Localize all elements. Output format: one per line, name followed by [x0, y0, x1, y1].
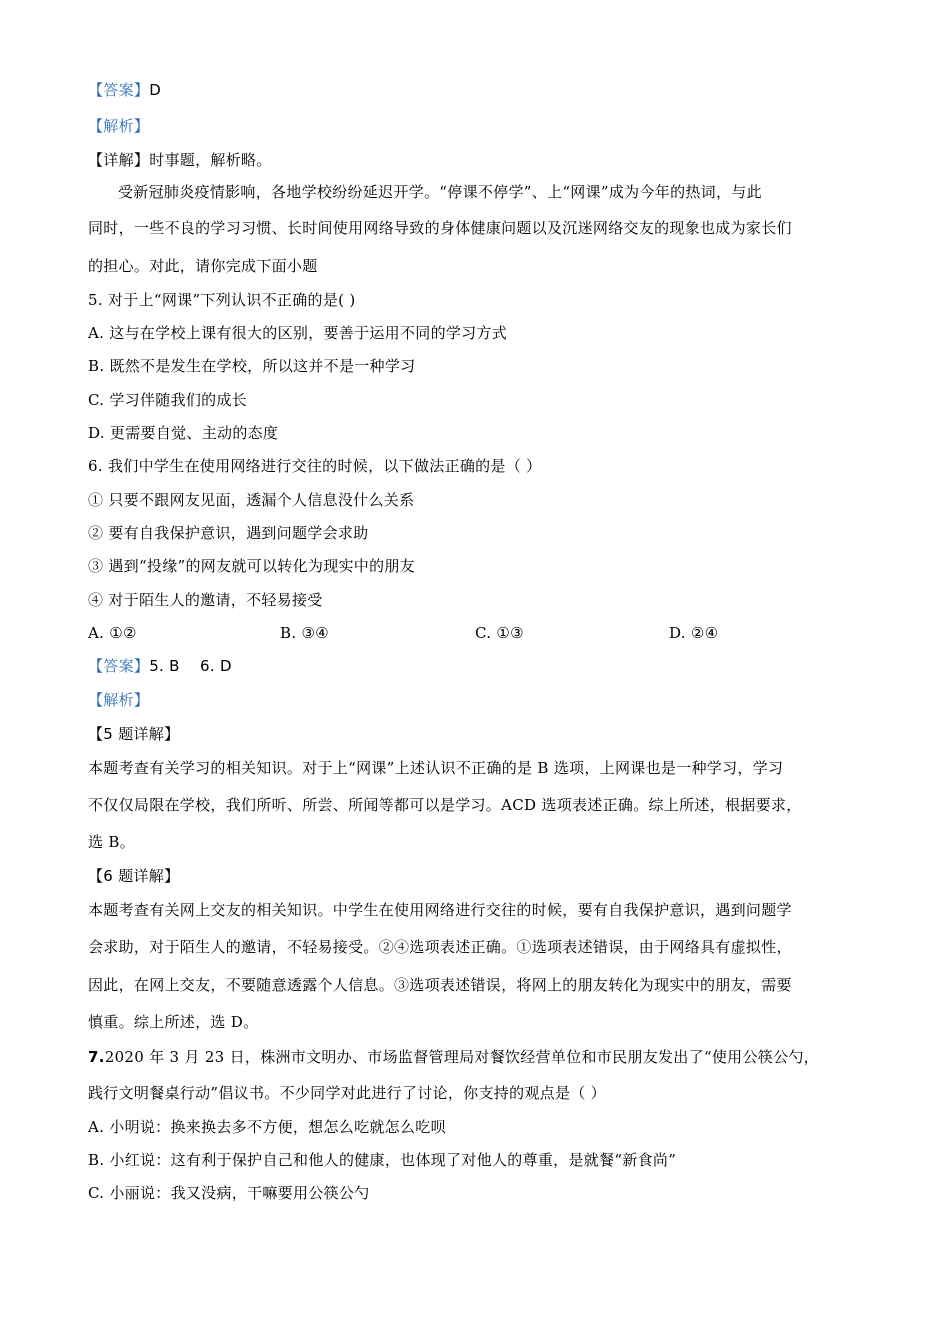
answer-label: 【答案】: [88, 81, 150, 99]
q7-stem-text-1: 2020 年 3 月 23 日，株洲市文明办、市场监督管理局对餐饮经营单位和市民朋友发出了“使用公筷公勺，: [104, 1048, 819, 1066]
detail6-line-2: 会求助，对于陌生人的邀请，不轻易接受。②④选项表述正确。①选项表述错误，由于网络具有虚拟性，: [88, 938, 792, 956]
q7-stem-line-2: 践行文明餐桌行动”倡议书。不少同学对此进行了讨论，你支持的观点是（ ）: [88, 1084, 606, 1102]
q7-stem-line-1: [88, 1047, 870, 1067]
analysis-label-1: 【解析】: [88, 117, 150, 135]
q6-option-d: D. ②④: [669, 624, 719, 642]
detail6-line-3: 因此，在网上交友，不要随意透露个人信息。③选项表述错误，将网上的朋友转化为现实中的朋友，需要: [88, 976, 792, 994]
detail6-line-4: 慎重。综上所述，选 D。: [88, 1013, 259, 1031]
passage-line-2: 同时，一些不良的学习习惯、长时间使用网络导致的身体健康问题以及沉迷网络交友的现象也成为家长们: [88, 219, 792, 237]
q5-option-d: D. 更需要自觉、主动的态度: [88, 424, 279, 442]
detail5-line-3: 选 B。: [88, 833, 135, 851]
q6-option-a: A. ①②: [88, 624, 137, 642]
q6-statement-4: ④ 对于陌生人的邀请，不轻易接受: [88, 591, 323, 609]
q6-option-b: B. ③④: [280, 624, 329, 642]
detail5-line-2: 不仅仅局限在学校，我们所听、所尝、所闻等都可以是学习。ACD 选项表述正确。综上所述，根据要求，: [88, 796, 802, 814]
answer-line-1: [88, 80, 870, 100]
q6-statement-2: ② 要有自我保护意识，遇到问题学会求助: [88, 524, 369, 542]
detail5-line-1: 本题考查有关学习的相关知识。对于上“网课”上述认识不正确的是 B 选项，上网课也是一种学习，学习: [88, 759, 784, 777]
answer-value: D: [149, 81, 162, 99]
q7-option-c: C. 小丽说：我又没病，干嘛要用公筷公勺: [88, 1184, 370, 1202]
q6-statement-1: ① 只要不跟网友见面，透漏个人信息没什么关系: [88, 491, 415, 509]
detail5-label: 【5 题详解】: [88, 725, 180, 743]
q6-stem: 6. 我们中学生在使用网络进行交往的时候，以下做法正确的是（ ）: [88, 457, 542, 475]
q7-option-b: B. 小红说：这有利于保护自己和他人的健康，也体现了对他人的尊重，是就餐“新食尚”: [88, 1151, 677, 1169]
detail6-label: 【6 题详解】: [88, 867, 180, 885]
passage-line-3: 的担心。对此，请你完成下面小题: [88, 257, 318, 275]
q6-statement-3: ③ 遇到“投缘”的网友就可以转化为现实中的朋友: [88, 557, 416, 575]
answer-line-2: [88, 656, 870, 676]
q6-option-c: C. ①③: [475, 624, 524, 642]
answer-value-2: 5. B 6. D: [149, 657, 232, 675]
q7-option-a: A. 小明说：换来换去多不方便，想怎么吃就怎么吃呗: [88, 1118, 446, 1136]
passage-line-1: 受新冠肺炎疫情影响，各地学校纷纷延迟开学。“停课不停学”、上“网课”成为今年的热词，与此: [118, 183, 762, 201]
answer-label-2: 【答案】: [88, 657, 150, 675]
detail6-line-1: 本题考查有关网上交友的相关知识。中学生在使用网络进行交往的时候，要有自我保护意识，遇到问题学: [88, 901, 792, 919]
q7-number: 7.: [88, 1048, 105, 1066]
q5-option-a: A. 这与在学校上课有很大的区别，要善于运用不同的学习方式: [88, 324, 508, 342]
q5-stem: 5. 对于上“网课”下列认识不正确的是( ): [88, 291, 356, 309]
analysis-label-2: 【解析】: [88, 691, 150, 709]
q5-option-b: B. 既然不是发生在学校，所以这并不是一种学习: [88, 357, 416, 375]
detail-line-1: 【详解】时事题，解析略。: [88, 151, 272, 169]
q5-option-c: C. 学习伴随我们的成长: [88, 391, 248, 409]
